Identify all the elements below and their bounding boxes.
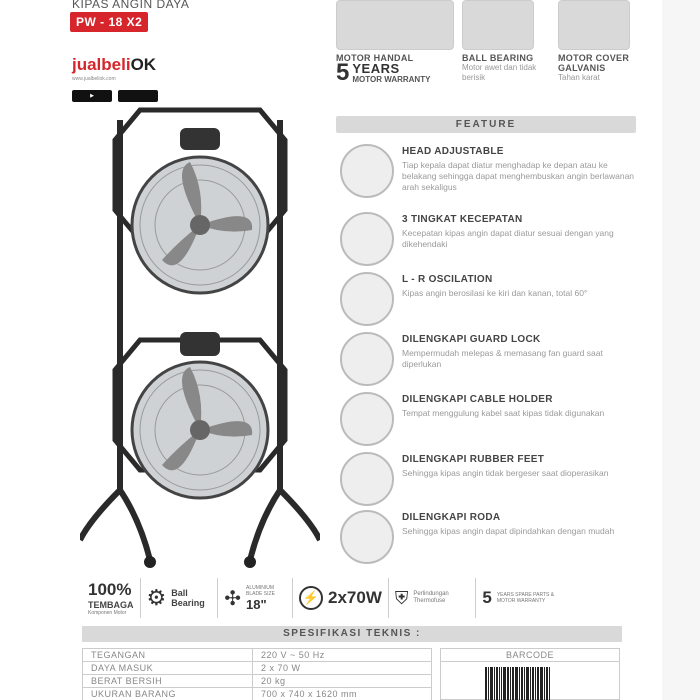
bearing-icon: ⚙ bbox=[146, 585, 167, 610]
feature-row bbox=[336, 452, 636, 508]
oscillation-icon bbox=[340, 272, 394, 326]
top-feature-ball-bearing bbox=[462, 0, 552, 83]
spec-table bbox=[82, 648, 432, 700]
feature-desc: Kipas angin berosilasi ke kiri dan kanan, total 60° bbox=[402, 288, 588, 298]
feature-title: L - R OSCILATION bbox=[402, 274, 493, 285]
feature-row bbox=[336, 510, 636, 566]
feature-desc: Kecepatan kipas angin dapat diatur sesuai dengan yang dikehendaki bbox=[402, 228, 614, 249]
feature-row bbox=[336, 272, 636, 328]
top-feature-title: MOTOR HANDAL bbox=[336, 53, 414, 63]
warranty-block bbox=[336, 59, 431, 86]
model-badge: PW - 18 X2 bbox=[70, 12, 148, 32]
wheel-icon bbox=[340, 510, 394, 564]
spec-small: Perlindungan Thermofuse bbox=[413, 591, 449, 604]
wheel-left bbox=[144, 556, 156, 568]
barcode-icon bbox=[485, 667, 573, 700]
feature-row bbox=[336, 212, 636, 268]
top-feature-title: MOTOR COVER GALVANIS bbox=[558, 53, 630, 73]
brand-logo: jualbeliOK bbox=[72, 55, 157, 74]
table-row bbox=[83, 662, 432, 675]
motor-thumb bbox=[336, 0, 454, 50]
fan-illustration bbox=[80, 100, 320, 570]
feature-title: DILENGKAPI GUARD LOCK bbox=[402, 334, 541, 345]
feature-desc: Tempat menggulung kabel saat kipas tidak digunakan bbox=[402, 408, 605, 418]
spec-small: Komponen Motor bbox=[88, 610, 127, 616]
power-icon: ⚡ bbox=[299, 586, 323, 610]
spec-value: 220 V ~ 50 Hz bbox=[253, 649, 432, 662]
warranty-years: YEARS bbox=[352, 61, 400, 76]
fan-upper bbox=[132, 128, 268, 293]
spec-small: ALUMINIUM BLADE SIZE bbox=[246, 584, 275, 597]
brand-url: www.jualbeliok.com bbox=[72, 76, 116, 82]
ball-bearing-thumb bbox=[462, 0, 534, 50]
spec-key: TEGANGAN bbox=[83, 649, 253, 662]
spec-small: YEARS SPARE PARTS & MOTOR WARRANTY bbox=[496, 592, 555, 604]
table-row bbox=[83, 649, 432, 662]
spec-key: DAYA MASUK bbox=[83, 662, 253, 675]
spec-blade bbox=[218, 578, 293, 618]
feature-title: 3 TINGKAT KECEPATAN bbox=[402, 214, 523, 225]
fan-head-icon bbox=[340, 144, 394, 198]
motor-cover-thumb bbox=[558, 0, 630, 50]
guard-lock-icon bbox=[340, 332, 394, 386]
feature-title: DILENGKAPI RODA bbox=[402, 512, 501, 523]
feature-desc: Sehingga kipas angin dapat dipindahkan dengan mudah bbox=[402, 526, 615, 536]
fan-lower bbox=[132, 332, 268, 498]
spec-big: 100% bbox=[88, 580, 132, 599]
fan-blade-icon: ✣ bbox=[224, 587, 241, 610]
feature-title: HEAD ADJUSTABLE bbox=[402, 146, 504, 157]
spec-thermofuse bbox=[389, 578, 477, 618]
feature-desc: Sehingga kipas angin tidak bergeser saat dioperasikan bbox=[402, 468, 609, 478]
top-feature-desc: Motor awet dan tidak berisik bbox=[462, 63, 537, 82]
warranty-number: 5 bbox=[336, 59, 350, 86]
cable-holder-icon bbox=[340, 392, 394, 446]
shield-icon: ⛨ bbox=[394, 587, 409, 608]
spec-key: BERAT BERSIH bbox=[83, 675, 253, 688]
table-row bbox=[83, 688, 432, 700]
right-margin bbox=[662, 0, 700, 700]
table-row bbox=[83, 675, 432, 688]
spec-value: 700 x 740 x 1620 mm bbox=[253, 688, 432, 700]
feature-row bbox=[336, 392, 636, 448]
top-feature-motor-cover bbox=[558, 0, 648, 83]
feature-desc: Tiap kepala dapat diatur menghadap ke depan atau ke belakang sehingga dapat menghembuskan angin berlawanan arah sekaligus bbox=[402, 160, 635, 192]
feature-row bbox=[336, 144, 636, 200]
spec-power bbox=[293, 578, 389, 618]
feature-header: FEATURE bbox=[336, 116, 636, 133]
product-type: KIPAS ANGIN DAYA bbox=[72, 0, 190, 11]
spec-big: 5 bbox=[482, 588, 492, 607]
spec-label: TEMBAGA bbox=[88, 600, 134, 610]
feature-desc: Mempermudah melepas & memasang fan guard saat diperlukan bbox=[402, 348, 603, 369]
spec-value: 20 kg bbox=[253, 675, 432, 688]
spec-warranty bbox=[476, 578, 572, 618]
top-feature-desc: Tahan karat bbox=[558, 73, 600, 82]
speed-knob-icon bbox=[340, 212, 394, 266]
top-feature-title: BALL BEARING bbox=[462, 53, 534, 63]
spec-copper bbox=[82, 578, 141, 618]
spec-big: 2x70W bbox=[328, 588, 382, 607]
spec-big: 18" bbox=[246, 596, 267, 612]
google-play-badge: ▶ bbox=[72, 90, 112, 102]
spec-key: UKURAN BARANG bbox=[83, 688, 253, 700]
barcode-box bbox=[440, 648, 620, 700]
spec-ball-bearing bbox=[141, 578, 219, 618]
spec-value: 2 x 70 W bbox=[253, 662, 432, 675]
top-feature-motor bbox=[336, 0, 454, 63]
feature-title: DILENGKAPI CABLE HOLDER bbox=[402, 394, 553, 405]
spec-icons-bar bbox=[82, 574, 622, 622]
rubber-feet-icon bbox=[340, 452, 394, 506]
feature-row bbox=[336, 332, 636, 388]
spec-label: Ball Bearing bbox=[171, 588, 205, 608]
feature-title: DILENGKAPI RUBBER FEET bbox=[402, 454, 545, 465]
wheel-right bbox=[244, 556, 256, 568]
barcode-label: BARCODE bbox=[441, 649, 619, 662]
spec-header: SPESIFIKASI TEKNIS : bbox=[82, 626, 622, 642]
warranty-label: MOTOR WARRANTY bbox=[352, 75, 431, 84]
